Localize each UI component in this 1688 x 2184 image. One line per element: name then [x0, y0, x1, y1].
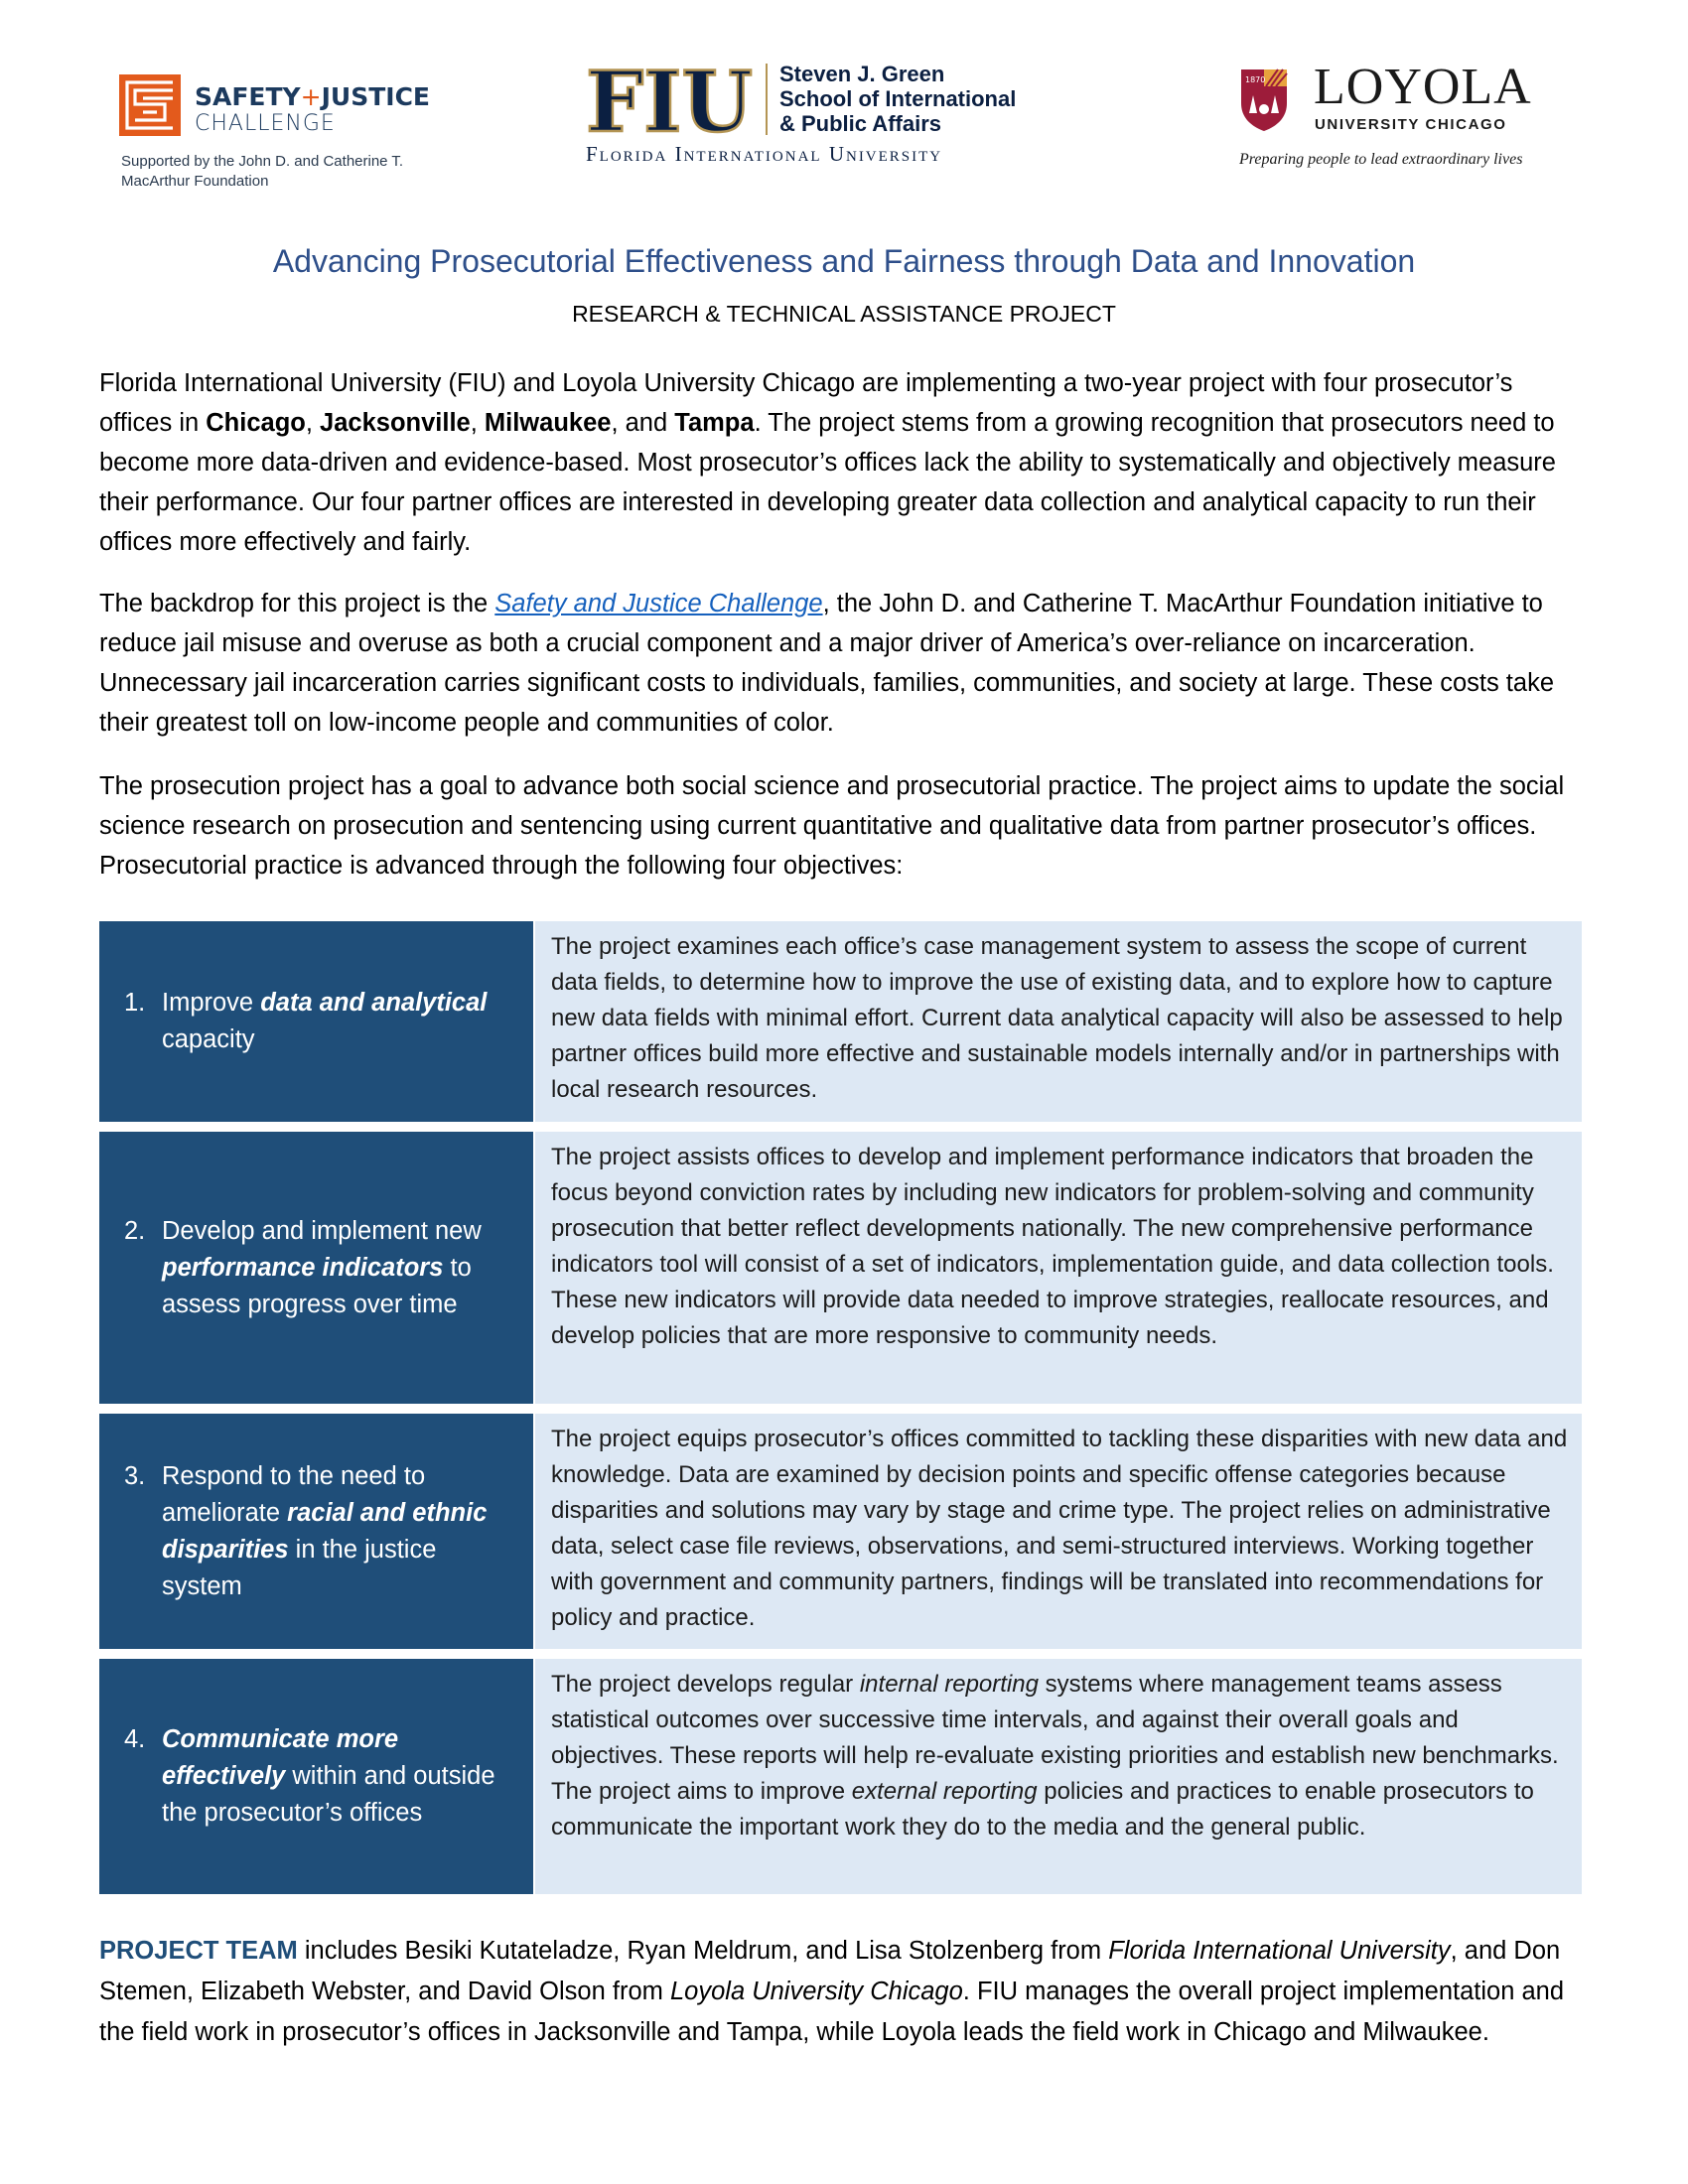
project-team-label: PROJECT TEAM [99, 1937, 298, 1965]
safety-justice-challenge-link[interactable]: Safety and Justice Challenge [494, 590, 823, 617]
svg-text:1870: 1870 [1245, 75, 1266, 84]
sjc-title: SAFETY+JUSTICE [195, 82, 431, 111]
backdrop-paragraph: The backdrop for this project is the Safety and Justice Challenge, the John D. and Catherine T. MacArthur Foundation initiative to reduce jail misuse and overuse as both a crucial component and a major driver of America’s over-reliance on incarceration. Unnecessary jail incarceration carries significant costs to individuals, families, communities, and society at large. These costs take their greatest toll on low-income people and communities of color. [99, 590, 1555, 737]
objective-row-1 [99, 921, 1582, 1122]
objective-description-4: The project develops regular internal reporting systems where management teams assess statistical outcomes over successive time intervals, and against their overall goals and objectives. These reports will help re-evaluate existing priorities and establish new benchmarks. The project aims to improve external reporting policies and practices to enable prosecutors to communicate the important work they do to the media and the general public. [535, 1659, 1582, 1894]
objective-title-2: 2. Develop and implement new performance indicators to assess progress over time [99, 1132, 533, 1404]
objective-description-2: The project assists offices to develop and implement performance indicators that broaden the focus beyond conviction rates by including new indicators for problem-solving and community prosecution that better reflect developments nationally. The new comprehensive performance indicators tool will consist of a set of indicators, implementation guide, and data collection tools. These new indicators will provide data needed to improve strategies, reallocate resources, and develop policies that are more responsive to community needs. [535, 1132, 1582, 1404]
objective-description-1: The project examines each office’s case management system to assess the scope of current data fields, to determine how to improve the use of existing data, and to explore how to capture new data fields with minimal effort. Current data analytical capacity will also be assessed to help partner offices build more effective and sustainable models internally and/or in partnerships with local research resources. [535, 921, 1582, 1122]
loyola-logo [1231, 60, 1559, 189]
fiu-school-name: Steven J. Green School of International & Public Affairs [779, 62, 1017, 136]
page-title: Advancing Prosecutorial Effectiveness and Fairness through Data and Innovation [272, 243, 1416, 279]
objective-row-2 [99, 1132, 1582, 1404]
city-tampa: Tampa [674, 409, 755, 437]
fiu-divider [766, 64, 768, 135]
svg-text:FIU: FIU [586, 64, 753, 137]
objective-description-3: The project equips prosecutor’s offices committed to tackling these disparities with new data and knowledge. Data are examined by decision points and specific offense categories because disparities and solutions may vary by stage and crime type. The project relies on administrative data, select case file reviews, observations, and semi-structured interviews. Working together with government and community partners, findings will be translated into recommendations for policy and practice. [535, 1414, 1582, 1649]
project-team-paragraph: PROJECT TEAM includes Besiki Kutateladze, Ryan Meldrum, and Lisa Stolzenberg from Florida International University, and Don Stemen, Elizabeth Webster, and David Olson from Loyola University Chicago. FIU manages the overall project implementation and the field work in prosecutor’s offices in Jacksonville and Tampa, while Loyola leads the field work in Chicago and Milwaukee. [99, 1937, 1565, 2046]
city-milwaukee: Milwaukee [484, 409, 612, 437]
sjc-maze-icon [119, 74, 181, 136]
city-jacksonville: Jacksonville [320, 409, 471, 437]
objective-title-4: 4. Communicate more effectively within and outside the prosecutor’s offices [99, 1659, 533, 1894]
page-subtitle: RESEARCH & TECHNICAL ASSISTANCE PROJECT [572, 301, 1116, 327]
loyola-tagline: Preparing people to lead extraordinary lives [1239, 151, 1523, 168]
loyola-name: LOYOLA [1314, 59, 1532, 115]
logo-header [0, 55, 1688, 194]
loyola-subtitle: UNIVERSITY CHICAGO [1315, 116, 1507, 133]
fiu-logo [586, 60, 1062, 189]
fiu-wordmark-icon [586, 64, 755, 137]
city-chicago: Chicago [206, 409, 306, 437]
goal-paragraph: The prosecution project has a goal to advance both social science and prosecutorial practice. The project aims to update the social science research on prosecution and sentencing using current quantitative and qualitative data from partner prosecutor’s offices. Prosecutorial practice is advanced through the following four objectives: [99, 772, 1565, 880]
objective-title-3: 3. Respond to the need to ameliorate racial and ethnic disparities in the justice system [99, 1414, 533, 1649]
objective-row-3 [99, 1414, 1582, 1649]
objective-row-4 [99, 1659, 1582, 1894]
objective-title-1: 1. Improve data and analytical capacity [99, 921, 533, 1122]
sjc-subtitle: CHALLENGE [195, 111, 336, 136]
fiu-university-name: Florida International University [586, 142, 943, 166]
objectives-table [99, 921, 1582, 1904]
sjc-support-text: Supported by the John D. and Catherine T. MacArthur Foundation [121, 153, 404, 190]
intro-paragraph: Florida International University (FIU) and Loyola University Chicago are implementing a two-year project with four prosecutor’s offices in Chicago, Jacksonville, Milwaukee, and Tampa. The project stems from a growing recognition that prosecutors need to become more data-driven and evidence-based. Most prosecutor’s offices lack the ability to systematically and objectively measure their performance. Our four partner offices are interested in developing greater data collection and analytical capacity to run their offices more effectively and fairly. [99, 369, 1556, 556]
safety-justice-challenge-logo [119, 65, 437, 194]
loyola-shield-icon [1231, 66, 1297, 135]
